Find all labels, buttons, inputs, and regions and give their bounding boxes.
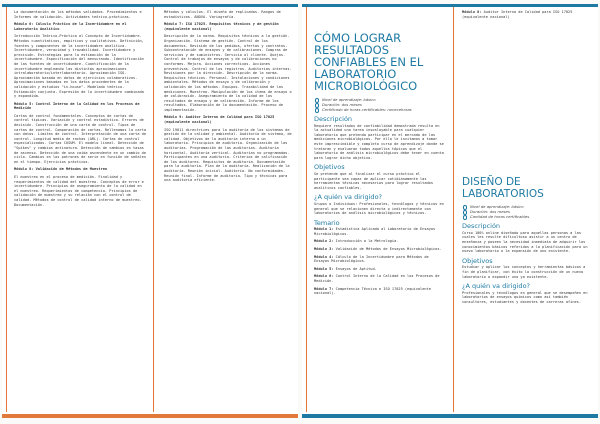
course-bullet: Certificado de horas certificables: novecehoras [314,107,444,112]
module8-label-line: Módulo 8: Auditor Interno de Calidad para ISO 17025 (equivalente nacional) [462,10,573,19]
temario-item: Módulo 4: Cálculo de la Incertidumbre para Métodos de Ensayos Microbiológicos. [314,254,429,264]
audience-heading: ¿A quién va dirigido? [462,282,530,291]
module8-text: El muestreo en el proceso de medición. Finalidad y requerimientos de calidad del muestreo. Conceptos de error e incertidumbre. Principios de aseguramiento de la calidad en el muestreo. Requerimientos de competencia. Principios de validación de muestreo y su relación con el control de calidad. Métodos de control de calidad interno de muestreo. Documentación. [14,175,144,207]
left-column-1 [2,4,152,418]
temario-heading: Temario [314,218,340,227]
right-column-1 [302,4,450,418]
temario-item: Módulo 1: Estadística Aplicada al Laboratorio de Ensayos Microbiológicos. [314,227,436,236]
column-divider-line [6,7,7,412]
module9-title: Módulo 9: Auditor Interno de Calidad para ISO 17025 (equivalente nacional) [164,115,275,125]
temario-item: Módulo 3: Validación de Métodos de Ensayos Microbiológicos. [314,247,442,252]
course-bullet: Duración: dos meses [314,102,444,107]
temario-item: Módulo 7: Competencia Técnica e ISO 17025 (equivalente nacional). [314,286,431,296]
course-bullet: Nivel de aprendizaje: básico [462,204,592,209]
intro-text: La documentación de los métodos validados. Procedimientos e Informes de validación. Actividades teórico-prácticas. [14,10,142,19]
objetivos-text: Estudiar y aplicar los conceptos y herramientas básicos a fin de planificar, con éxito la construcción de un nuevo laboratorio o expandir uno ya existente. [462,265,586,279]
descripcion-text: Curso 100% online diseñado para aquellas personas a las cuales les resulte dificultoso asistir a un centro de enseñanza y poseen la necesidad inmediata de adquirir los conocimientos básicos referidos a la planificación para un nuevo laboratorio o la expansión de uno existente. [462,230,588,254]
module6-text: Introducción Teórico-Práctica al Concepto de Incertidumbre. Métodos cuantitativos, empíricos y cualitativos. Definición, fuentes y componentes de la incertidumbre analítica. Incertidumbre, veracidad y trazabilidad. Incertidumbre y precisión. Estrategias para la estimación de la incertidumbre. Especificación del mensurando. Identificación de las fuentes de incertidumbre. Cuantificación de la incertidumbre empleando las distintas aproximaciones intralaboratorio/interlaboratorio. Aproximación ISO. Aproximación basada en datos de ejercicios colaborativos. Aproximaciones basadas en los datos procedentes de la validación y estudios "in-house". Modelado teórico. Estimación conjunta. Expresión de la incertidumbre combinada y expandida. [14,34,144,99]
module5-title: Módulo 5: Control Interno de la Calidad en los Procesos de Medición [14,101,140,111]
left-column-2 [152,4,298,418]
column-divider-line [153,7,154,412]
course-title-microbiology: CÓMO LOGRAR RESULTADOS CONFIABLES EN EL LABORATORIO MICROBIOLÓGICO [314,31,424,93]
course-bullet: Cantidad de horas certificables [462,214,592,219]
temario-item: Módulo 2: Introducción a la Metrología. [314,239,399,244]
temario-item: Módulo 6: Control Interno de la Calidad en los Procesos de Medición. [314,274,440,284]
course-bullet: Duración: dos meses [462,209,592,214]
objetivos-heading: Objetivos [462,256,493,265]
right-column-2 [450,4,598,418]
brochure-left-page [2,4,298,418]
descripcion-text: Requiere resultados de confiabilidad demostrada resulta en la actualidad una tarea insoslayable para cualquier laboratorio que pretenda participar en el mercado de las mediciones microbiológicas. Por ello le invitamos a tomar este imprescindible y completo curso de aprendizaje donde se trataran y evaluaran todos aquellos tópicos que el laboratorio de análisis microbiológicos debe tener en cuenta para lograr dicho objetivo. [314,123,444,160]
course-bullet: Nivel de aprendizaje: básico [314,97,444,102]
audience-text: Grupos o Individuos: Profesionales, tecnólogos y técnicos en general que se relacionen directa o indirectamente con laboratorios de análisis microbiológicos y técnicos. [314,201,444,216]
module8-title: Módulo 8: Validación de Métodos de Muestreo [14,167,108,172]
objetivos-heading: Objetivos [314,163,345,172]
module7-text: Descripción de la norma. Requisitos técnicos a la gestión. Organización. Sistema de gestión. Control de los documentos. Revisión de los pedidos, ofertas y contratos. Subcontratación de ensayos y de calibraciones. Compras de servicios y de suministros. Servicio al cliente. Quejas. Control de trabajos de ensayos y de calibraciones no conformes. Mejora. Acciones correctivas. Acciones preventivas. Control de los registros. Auditorías internas. Revisiones por la dirección. Descripción de la norma. Requisitos técnicos. Personal. Instalaciones y condiciones ambientales. Métodos de ensayo y de calibración y validación de los métodos. Equipos. Trazabilidad de las mediciones. Muestreo. Manipulación de los ítems de ensayo o de calibración. Aseguramiento de la calidad de los resultados de ensayo y de calibración. Informe de los resultados. Elaboración de la documentación. Proceso de implementación. [164,34,292,112]
audience-text: Profesionales y tecnólogos en general que se desempeñen en laboratorios de ensayos químicos como así también consultores, estudiantes y docentes de carreras afines. [462,290,588,304]
module7-title: Módulo 7: ISO 17025. Requisitos técnicos y de gestión (equivalente nacional) [164,22,279,31]
temario-item: Módulo 5: Ensayos de Aptitud. [314,266,377,271]
descripcion-heading: Descripción [462,222,501,231]
module9-text: ISO 19011 directrices para la auditoría de los sistemas de gestión de la calidad y ambiental. Auditoría de sistema, de calidad. Objetivos de la auditoría interna a un laboratorio. Principios de auditoría. Organización de las auditorías. Programación de las auditorías. Auditoría horizontal. Auditoría vertical. Auditorías no programadas. Participantes en una auditoría. Criterios de calificación de los auditores. Requisitos de auditoría. Documentación para la auditoría. Plan de la auditoría. Realización de la auditoría. Reunión inicial. Auditoría. No conformidades. Reunión final. Informe de auditoría. Tipo y técnicas para una auditoría eficiente. [164,127,292,183]
descripcion-heading: Descripción [314,115,353,123]
audience-heading: ¿A quién va dirigido? [314,193,382,202]
module6-title: Módulo 6: Cálculo Práctico de la Incertidumbre en el Laboratorio Analítico [14,22,127,31]
column-divider-line [306,7,307,412]
objetivos-text: Se pretende que al finalizar el curso práctico el participante sea capaz de aplicar cotidianamente las herramientas técnicas necesarias para lograr resultados analíticos confiables. [314,171,433,190]
col2-top-text: Métodos y cálculos. El diseño de replicados. Rangos de estadísticos. ANOVA. Variografía. [164,10,281,19]
column-divider-line [453,7,454,412]
course-title-lab-design: DISEÑO DE LABORATORIOS [462,176,544,200]
brochure-right-page [302,4,598,418]
module5-text: Cartas de control fundamentales. Conceptos de cartas de control típicas. Variación y control estadístico. Errores de decisión. Construcción de una carta de control. Tipos de cartas de control. Comparación de cartas. Rellenamos la carta con datos. Límites de control. Interpretación de una carta de control. Longitud media de rachas (ARL). Cartas de control especializadas. Cartas CUSUM. El modelo lineal. Detección de "Spikes" y cambios antinatura. Detección de cambios en tasas de ascenso. Detección de una caída ascendente en un cambio de ciclo. Cambios en los patrones de serie en función de señales en el tiempo. Ejercicios prácticos. [14,113,146,164]
